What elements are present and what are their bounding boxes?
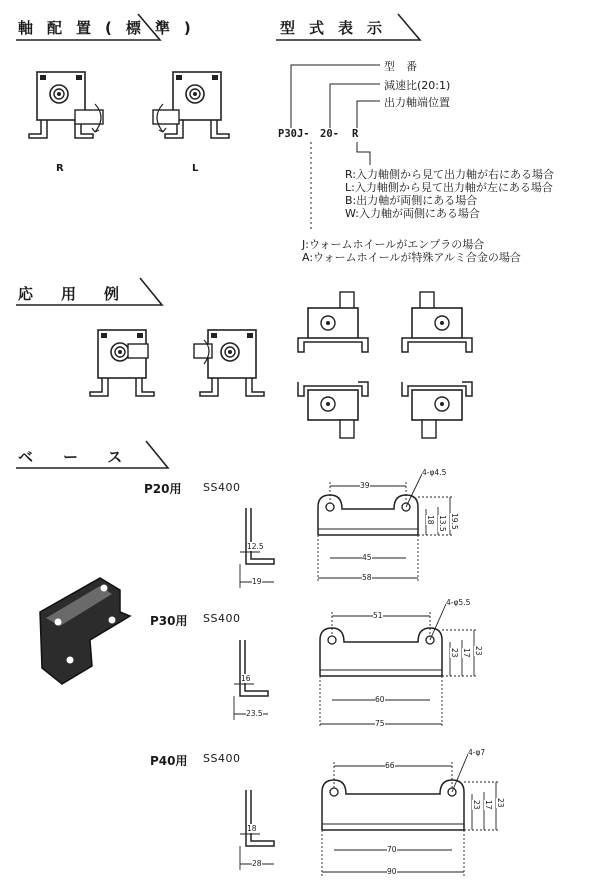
base-2-right-b-label: 23 (496, 798, 505, 808)
base-0-hole-label: 4-φ4.5 (422, 468, 447, 477)
section-title-base: ベース (18, 448, 153, 466)
base-1-right-a-label: 17 (462, 648, 471, 658)
base-0-side-profile (246, 508, 274, 564)
shaft-note-b: B:出力軸が両側にある場合 (345, 194, 478, 207)
app-diagram-2 (194, 330, 264, 396)
base-0-total-width-label: 58 (362, 573, 372, 582)
base-1-side-width-label: 23.5 (246, 709, 263, 718)
base-1-hole-label: 4-φ5.5 (446, 598, 471, 607)
shaft-note-l: L:入力軸側から見て出力軸が左にある場合 (345, 181, 553, 194)
base-2-front-profile (322, 780, 464, 830)
base-label-p40: P40用 (150, 754, 188, 768)
base-1-hole-left (328, 636, 336, 644)
base-0-side-height-label: 12.5 (247, 542, 264, 551)
base-material-p40: SS400 (203, 752, 241, 765)
base-0-side-width-label: 19 (252, 577, 262, 586)
base-2-right-inner-label: 23 (472, 800, 481, 810)
base-label-p20: P20用 (144, 482, 182, 496)
base-2-total-width-label: 90 (387, 867, 397, 876)
base-2-top-span-label: 66 (385, 761, 395, 770)
base-2-inner-width-label: 70 (387, 845, 397, 854)
base-0-right-a-label: 13.5 (438, 515, 447, 532)
shaft-note-w: W:入力軸が両側にある場合 (345, 207, 480, 220)
base-2-hole-label: 4-φ7 (468, 748, 486, 757)
axis-label-r: R (56, 163, 64, 174)
base-0-inner-width-label: 45 (362, 553, 372, 562)
app-diagram-4 (402, 292, 472, 352)
gear-note-a: A:ウォームホイールが特殊アルミ合金の場合 (302, 251, 521, 264)
base-1-total-width-label: 75 (375, 719, 385, 728)
app-diagram-1 (90, 330, 154, 396)
gear-note-j: J:ウォームホイールがエンプラの場合 (302, 238, 485, 251)
base-2-right-a-label: 17 (484, 800, 493, 810)
base-0-right-inner-label: 18 (426, 515, 435, 525)
base-2-side-width-label: 28 (252, 859, 262, 868)
base-1-right-b-label: 23 (474, 646, 483, 656)
base-0-right-b-label: 19.5 (450, 513, 459, 530)
base-1-front-profile (320, 628, 442, 676)
base-label-p30: P30用 (150, 614, 188, 628)
app-diagram-6 (402, 382, 472, 438)
base-material-p30: SS400 (203, 612, 241, 625)
base-0-top-span-label: 39 (360, 481, 370, 490)
gearbox-r-diagram (29, 72, 103, 138)
base-1-side-profile (240, 640, 268, 696)
legend-type-no: 型 番 (384, 60, 417, 73)
base-0-hole-leader (406, 474, 422, 507)
base-2-side-height-label: 18 (247, 824, 257, 833)
section-title-axis: 軸配置(標準) (18, 19, 205, 37)
base-1-inner-width-label: 60 (375, 695, 385, 704)
section-title-model: 型式表示 (280, 19, 397, 37)
model-code-prefix: P30J- (278, 128, 310, 140)
base-2-hole-leader (452, 754, 468, 792)
section-title-application: 応用例 (18, 285, 148, 303)
base-2-hole-left (330, 788, 338, 796)
base-1-side-height-label: 16 (241, 674, 251, 683)
gearbox-l-diagram (153, 72, 229, 138)
legend-shaft-position: 出力軸端位置 (384, 96, 450, 109)
base-1-hole-leader (430, 604, 446, 640)
axis-label-l: L (192, 163, 199, 174)
base-1-right-inner-label: 23 (450, 648, 459, 658)
model-code-suffix: R (352, 128, 359, 140)
app-diagram-3 (298, 292, 368, 352)
model-code-middle: 20- (320, 128, 339, 140)
base-2-side-profile (246, 790, 274, 846)
legend-ratio: 減速比(20:1) (384, 79, 451, 92)
base-0-hole-left (326, 503, 334, 511)
base-material-p20: SS400 (203, 481, 241, 494)
shaft-note-r: R:入力軸側から見て出力軸が右にある場合 (345, 168, 555, 181)
app-diagram-5 (298, 382, 368, 438)
base-3d-illustration (40, 578, 130, 684)
base-1-top-span-label: 51 (373, 611, 383, 620)
